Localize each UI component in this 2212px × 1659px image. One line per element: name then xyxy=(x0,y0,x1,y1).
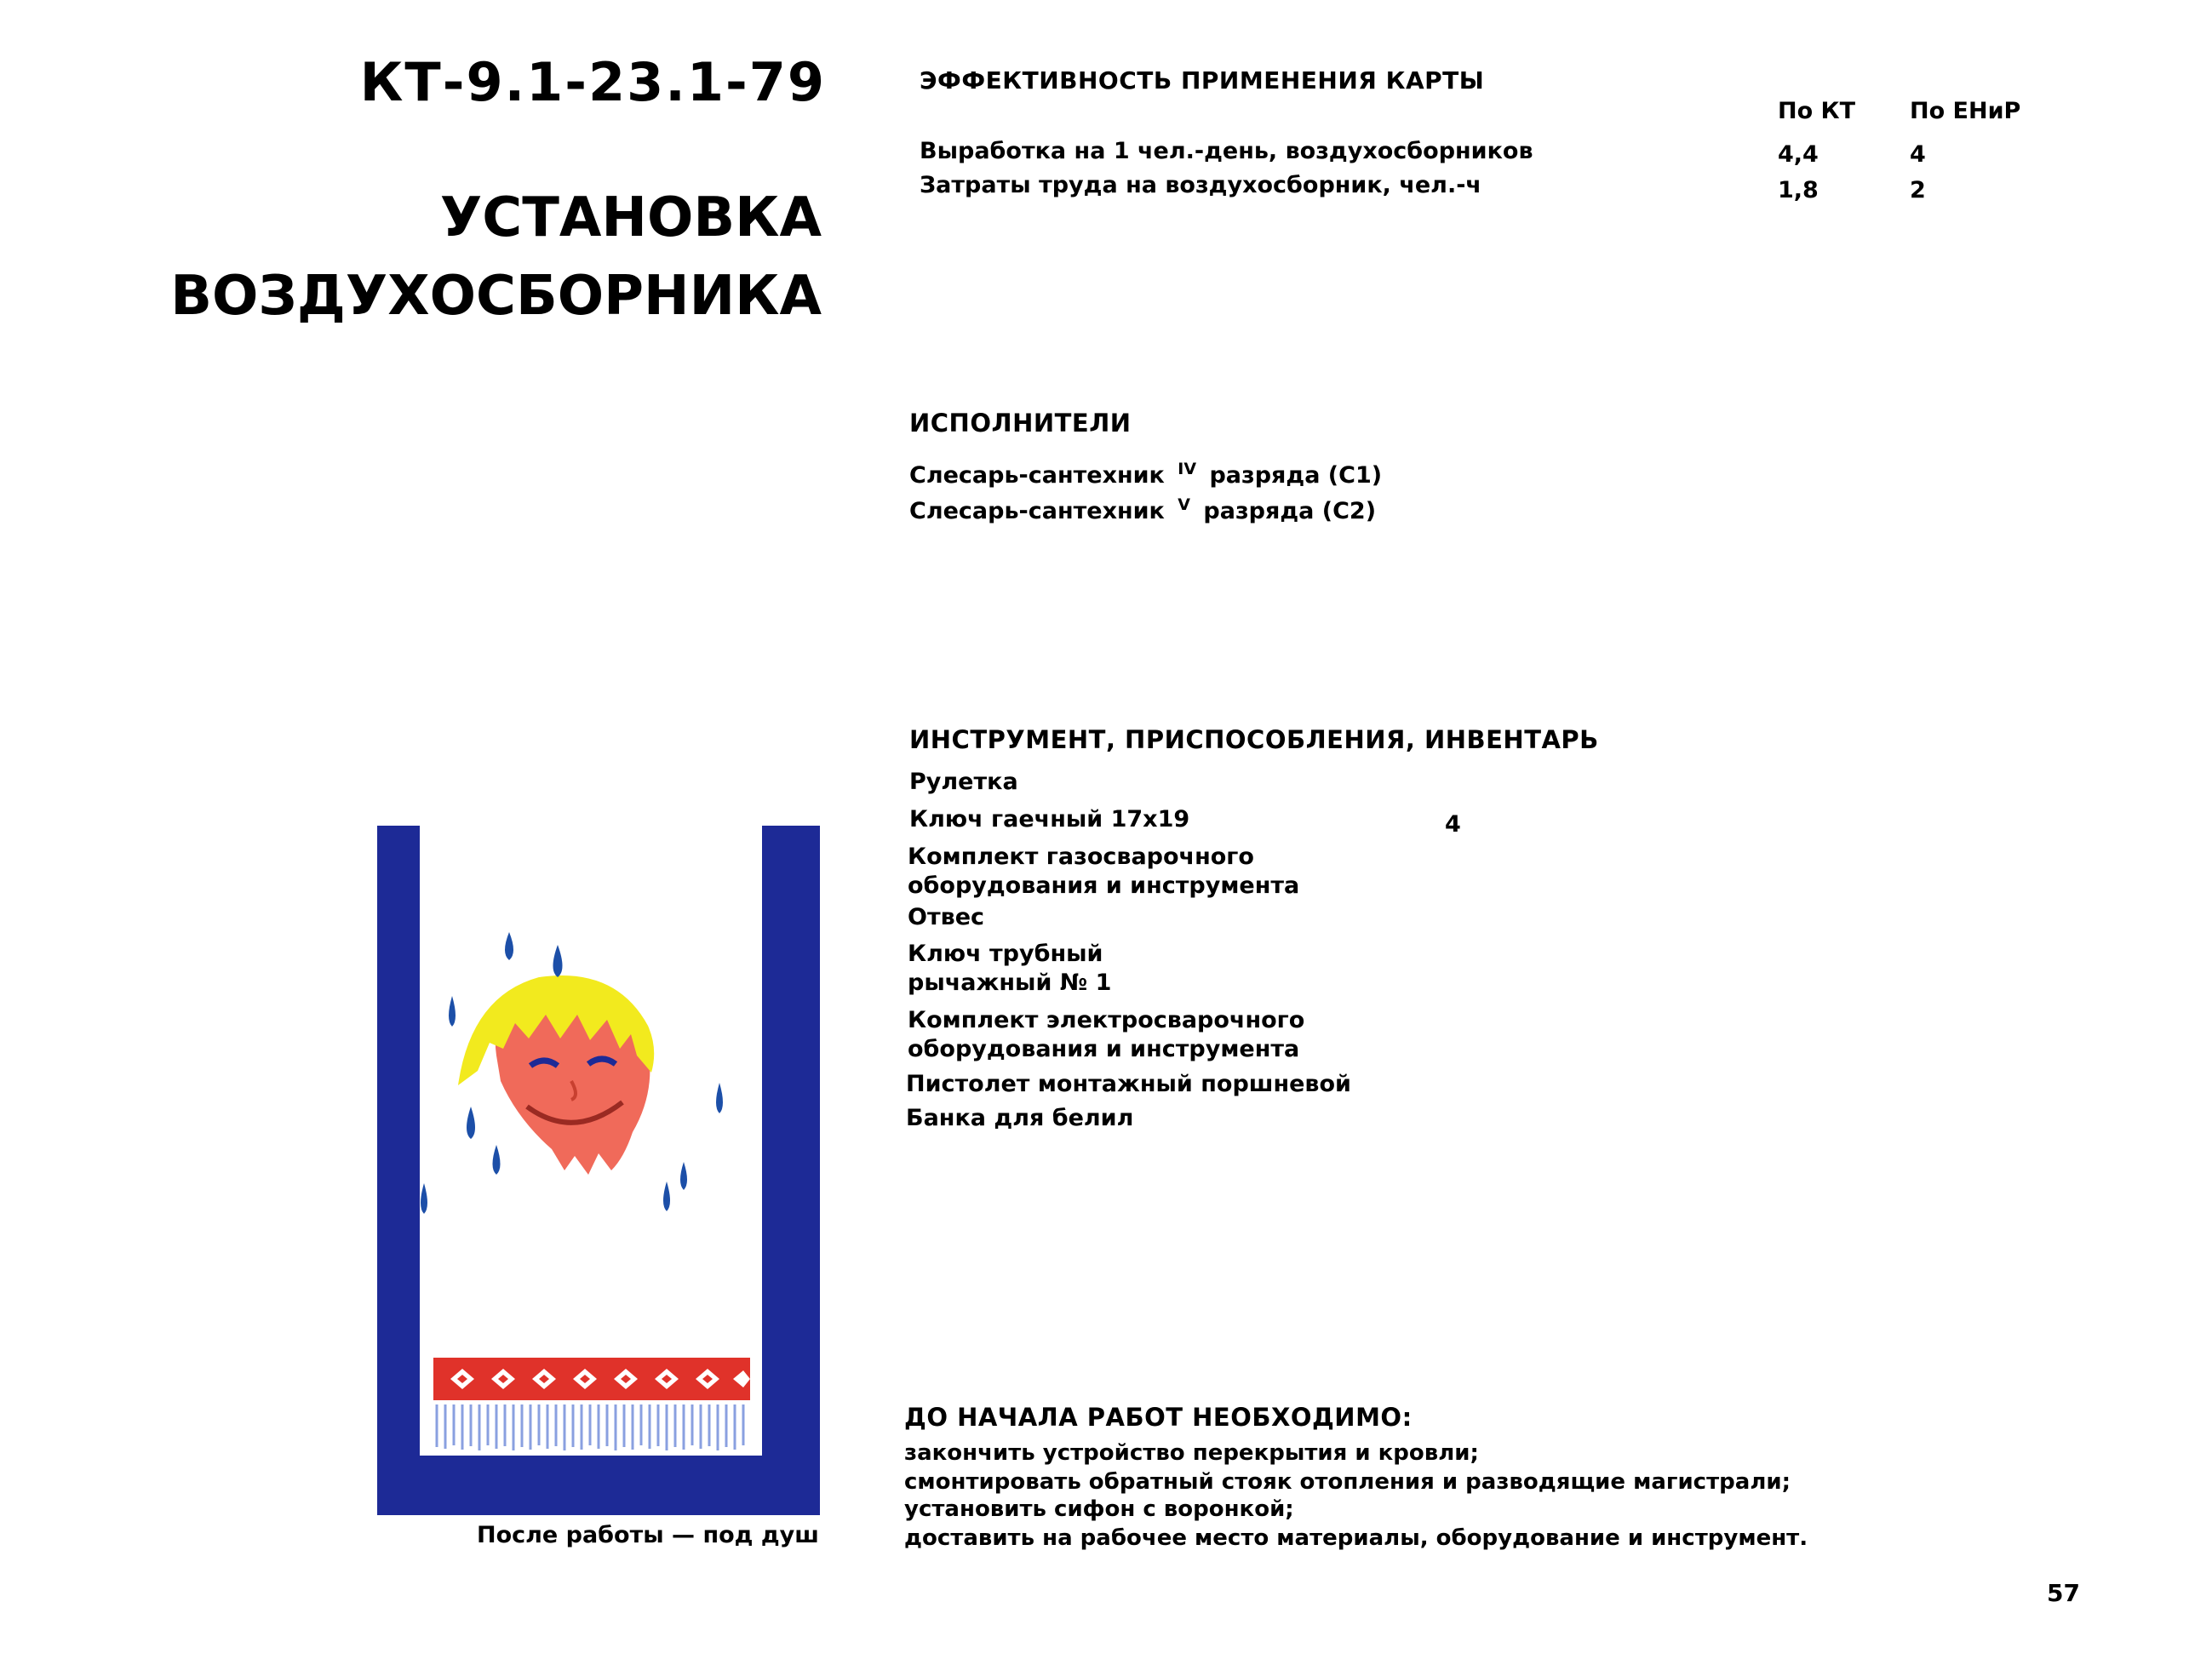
card-title xyxy=(170,179,822,335)
efficiency-row-enir: 4 xyxy=(1910,141,1926,168)
efficiency-row-kt: 4,4 xyxy=(1778,141,1819,168)
performer-grade: IV xyxy=(1178,460,1197,478)
efficiency-row-enir: 2 xyxy=(1910,177,1926,203)
tool-item xyxy=(908,1006,1304,1064)
tool-item-line: оборудования и инструмента xyxy=(908,1036,1300,1062)
tool-item-line: оборудования и инструмента xyxy=(908,872,1300,899)
tool-item-line: Комплект электросварочного xyxy=(908,1007,1305,1033)
tool-item: Рулетка xyxy=(909,769,1018,795)
card-title-line2: ВОЗДУХОСБОРНИКА xyxy=(170,265,822,328)
performer-suffix: разряда (С2) xyxy=(1203,498,1377,524)
tool-item: Ключ гаечный 17x19 xyxy=(909,806,1190,832)
card-title-line1: УСТАНОВКА xyxy=(439,186,822,249)
shower-illustration xyxy=(377,826,820,1515)
tool-item xyxy=(908,940,1111,998)
efficiency-row-label: Выработка на 1 чел.-день, воздухосборников xyxy=(920,138,1533,164)
frame-right-post xyxy=(762,826,820,1515)
performer-item xyxy=(909,460,1382,489)
preparation-heading: ДО НАЧАЛА РАБОТ НЕОБХОДИМО: xyxy=(904,1403,1413,1432)
efficiency-heading: ЭФФЕКТИВНОСТЬ ПРИМЕНЕНИЯ КАРТЫ xyxy=(920,66,1485,94)
tool-item: Отвес xyxy=(908,904,985,930)
efficiency-row-label: Затраты труда на воздухосборник, чел.-ч xyxy=(920,172,1481,198)
card-code: КТ-9.1-23.1-79 xyxy=(359,51,826,113)
preparation-item: доставить на рабочее место материалы, оборудование и инструмент. xyxy=(904,1525,1808,1551)
preparation-item: смонтировать обратный стояк отопления и разводящие магистрали; xyxy=(904,1469,1791,1495)
tool-item: Пистолет монтажный поршневой xyxy=(906,1071,1351,1097)
tools-heading: ИНСТРУМЕНТ, ПРИСПОСОБЛЕНИЯ, ИНВЕНТАРЬ xyxy=(909,725,1599,754)
performer-name: Слесарь-сантехник xyxy=(909,462,1165,489)
tool-item: Банка для белил xyxy=(906,1105,1134,1131)
performer-name: Слесарь-сантехник xyxy=(909,498,1165,524)
tool-quantity: 4 xyxy=(1445,811,1461,838)
illustration-caption: После работы — под душ xyxy=(477,1522,819,1548)
tool-item-line: Комплект газосварочного xyxy=(908,844,1254,870)
shower-illustration-graphic xyxy=(377,826,820,1515)
performers-heading: ИСПОЛНИТЕЛИ xyxy=(909,409,1132,438)
performer-suffix: разряда (С1) xyxy=(1209,462,1383,489)
efficiency-col-kt: По КТ xyxy=(1778,98,1856,124)
page-number: 57 xyxy=(2047,1579,2080,1607)
preparation-item: установить сифон с воронкой; xyxy=(904,1496,1294,1522)
tool-item-line: Ключ трубный xyxy=(908,941,1103,967)
frame-left-post xyxy=(377,826,420,1515)
tool-item-line: рычажный № 1 xyxy=(908,970,1112,996)
efficiency-col-enir: По ЕНиР xyxy=(1910,98,2021,124)
frame-bottom-bar xyxy=(377,1456,820,1515)
efficiency-row-kt: 1,8 xyxy=(1778,177,1819,203)
tool-item xyxy=(908,843,1299,901)
preparation-item: закончить устройство перекрытия и кровли; xyxy=(904,1440,1479,1466)
performer-item xyxy=(909,495,1376,524)
performer-grade: V xyxy=(1178,495,1191,514)
